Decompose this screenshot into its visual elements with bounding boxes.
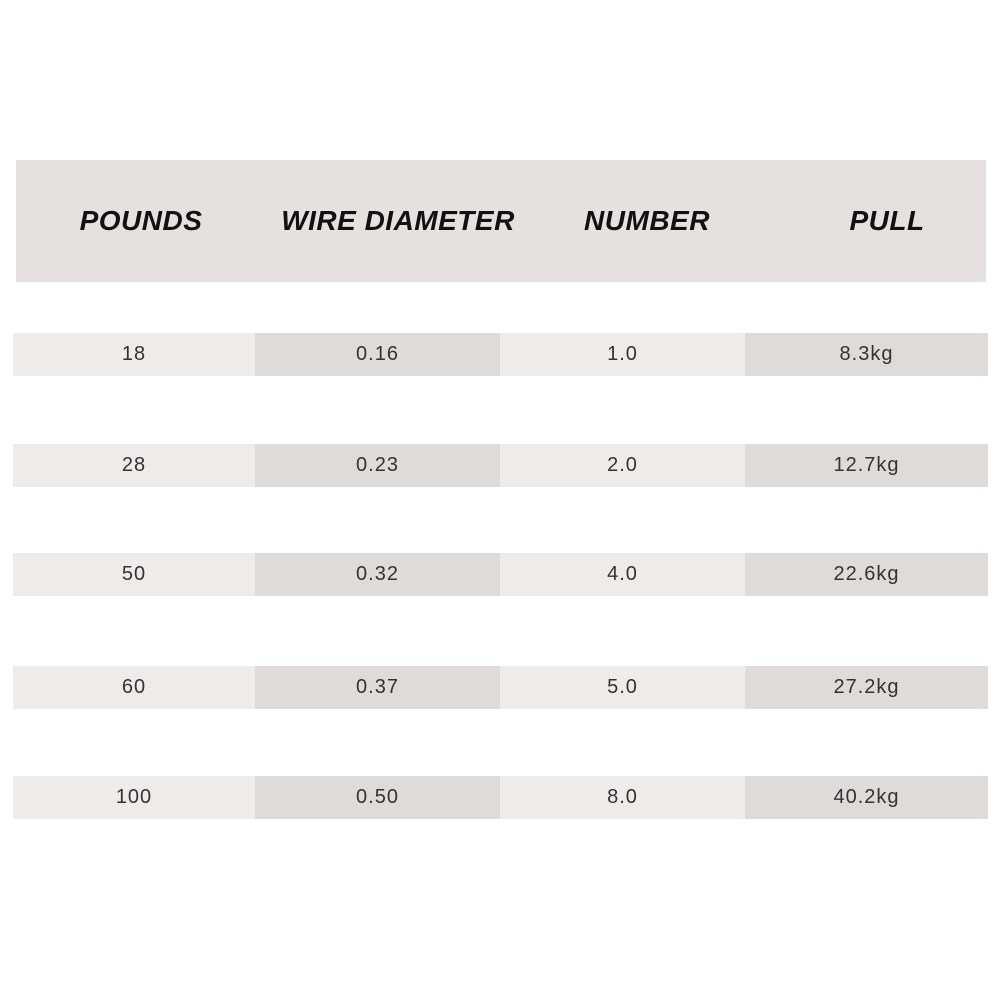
- cell-number: 2.0: [500, 444, 745, 487]
- header-wire-diameter: WIRE DIAMETER: [281, 205, 515, 236]
- cell-number: 5.0: [500, 666, 745, 709]
- cell-pull: 8.3kg: [745, 333, 988, 376]
- table-row: [13, 553, 988, 596]
- cell-wire-diameter: 0.37: [255, 666, 500, 709]
- cell-pull: 12.7kg: [745, 444, 988, 487]
- table-row: [13, 444, 988, 487]
- cell-number: 4.0: [500, 553, 745, 596]
- cell-wire-diameter: 0.23: [255, 444, 500, 487]
- header-pull: PULL: [849, 205, 925, 236]
- table-row: [13, 776, 988, 819]
- cell-wire-diameter: 0.32: [255, 553, 500, 596]
- cell-pounds: 18: [13, 333, 255, 376]
- cell-pull: 40.2kg: [745, 776, 988, 819]
- table-row: [13, 666, 988, 709]
- cell-number: 8.0: [500, 776, 745, 819]
- cell-pounds: 100: [13, 776, 255, 819]
- cell-pull: 22.6kg: [745, 553, 988, 596]
- cell-wire-diameter: 0.50: [255, 776, 500, 819]
- table-row: [13, 333, 988, 376]
- cell-wire-diameter: 0.16: [255, 333, 500, 376]
- cell-pounds: 28: [13, 444, 255, 487]
- cell-pull: 27.2kg: [745, 666, 988, 709]
- cell-number: 1.0: [500, 333, 745, 376]
- table-header: [16, 160, 986, 282]
- header-pounds: POUNDS: [79, 205, 203, 236]
- cell-pounds: 50: [13, 553, 255, 596]
- header-number: NUMBER: [584, 205, 710, 236]
- cell-pounds: 60: [13, 666, 255, 709]
